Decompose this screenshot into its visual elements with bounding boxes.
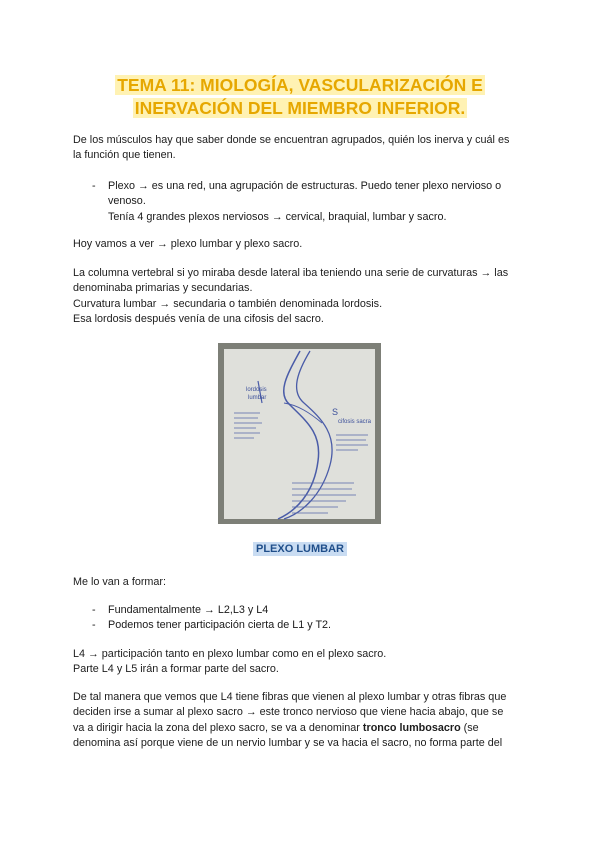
columna-line-3: Curvatura lumbar → secundaria o también denominada lordosis. xyxy=(73,297,383,310)
intro-line-1: De los músculos hay que saber donde se encuentran agrupados, quién los inerva y cuál es xyxy=(73,134,510,146)
label-lordosis: lordosis xyxy=(246,387,267,393)
page-title xyxy=(60,74,540,120)
formar-paragraph: Me lo van a formar: xyxy=(73,576,167,588)
columna-line-1: La columna vertebral si yo miraba desde lateral iba teniendo una serie de curvaturas → las xyxy=(73,267,509,279)
final-line-4: denomina así porque viene de un nervio lumbar y se va hacia el sacro, no forma parte del xyxy=(73,737,503,750)
final-line-3-text: va a dirigir hacia la zona del plexo sacro, se va a denominar xyxy=(73,721,360,734)
spine-sketch-image xyxy=(218,343,381,524)
tronco-lumbosacro-bold: tronco lumbosacro xyxy=(362,721,461,734)
plexo-line-1: Plexo → es una red, una agrupación de estructuras. Puedo tener plexo nervioso o xyxy=(108,180,502,192)
final-paragraph xyxy=(73,690,533,752)
final-line-3-end: (se xyxy=(460,721,479,734)
title-line-2: INERVACIÓN DEL MIEMBRO INFERIOR. xyxy=(134,98,466,118)
bullet-dash: - xyxy=(92,604,96,616)
hoy-paragraph: Hoy vamos a ver → plexo lumbar y plexo sacro. xyxy=(73,238,303,250)
columna-paragraph xyxy=(73,266,533,328)
l4-line-1: L4 → participación tanto en plexo lumbar como en el plexo sacro. xyxy=(73,648,387,660)
final-line-1: De tal manera que vemos que L4 tiene fibras que vienen al plexo lumbar y otras fibras que xyxy=(73,691,507,703)
formar-bullet-2: Podemos tener participación cierta de L1 y T2. xyxy=(108,619,332,631)
label-cifosis: cifosis sacra xyxy=(338,419,372,425)
formar-bullet-1: Fundamentalmente → L2,L3 y L4 xyxy=(108,604,269,616)
final-line-3 xyxy=(73,721,533,736)
spine-sketch-svg xyxy=(218,343,381,524)
plexo-bullet xyxy=(108,179,528,225)
title-line-1: TEMA 11: MIOLOGÍA, VASCULARIZACIÓN E xyxy=(117,75,483,95)
intro-paragraph xyxy=(73,133,533,164)
l4-paragraph xyxy=(73,647,533,678)
plexo-line-3: Tenía 4 grandes plexos nerviosos → cervical, braquial, lumbar y sacro. xyxy=(108,210,447,223)
l4-line-2: Parte L4 y L5 irán a formar parte del sacro. xyxy=(73,663,279,676)
figure-caption xyxy=(0,543,600,555)
bullet-dash: - xyxy=(92,619,96,631)
final-line-2: deciden irse a sumar al plexo sacro → este tronco nervioso que viene hacia abajo, que se xyxy=(73,706,504,719)
plexo-line-2: venoso. xyxy=(108,195,146,208)
caption-plexo-lumbar: PLEXO LUMBAR xyxy=(253,542,347,556)
columna-line-4: Esa lordosis después venía de una cifosis del sacro. xyxy=(73,313,324,326)
intro-line-2: la función que tienen. xyxy=(73,149,176,162)
bullet-dash: - xyxy=(92,180,96,192)
columna-line-2: denominaba primarias y secundarias. xyxy=(73,282,253,295)
label-lumbar: lumbar xyxy=(248,395,267,401)
label-s: S xyxy=(332,407,339,417)
paper-sheet xyxy=(224,349,375,519)
